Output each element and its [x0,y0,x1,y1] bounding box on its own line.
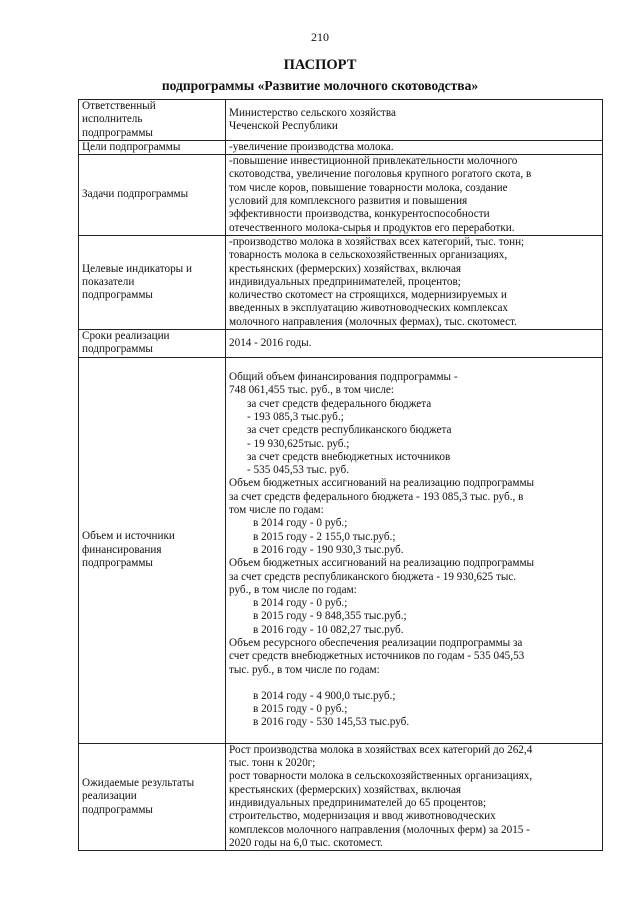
row-value-line: крестьянских (фермерских) хозяйствах, включая [229,262,462,275]
table-row [79,358,603,744]
row-value-line: в 2014 году - 4 900,0 тыс.руб.; [253,689,396,702]
row-label-cell [79,743,226,850]
row-value-line: комплексов молочного направления (молочных ферм) за 2015 - [229,823,530,836]
row-value-line: Министерство сельского хозяйства [229,106,396,119]
row-label-line: подпрограммы [82,126,153,139]
row-value-line: в 2015 году - 9 848,355 тыс.руб.; [253,610,407,623]
row-value-cell [226,330,603,358]
row-label-cell [79,155,226,236]
row-value-line: - 19 930,625тыс. руб.; [247,437,350,450]
row-value-line: условий для комплексного развития и повышения [229,195,468,208]
row-value-cell [226,743,603,850]
blank-line [229,730,599,743]
row-value-line: - 535 045,53 тыс. руб. [247,464,350,477]
row-value-line: в 2016 году - 190 930,3 тыс.руб. [253,543,404,556]
blank-line [229,677,599,690]
table-row [79,100,603,141]
row-value-cell [226,358,603,744]
row-label-cell [79,235,226,329]
row-label-line: Цели подпрограммы [82,140,181,153]
row-label-cell [79,330,226,358]
row-value-cell [226,155,603,236]
row-value-line: в 2014 году - 0 руб.; [253,597,348,610]
row-label-cell [79,140,226,154]
row-label-line: показатели [82,275,135,288]
row-value-line: Рост производства молока в хозяйствах всех категорий до 262,4 [229,743,533,756]
row-label-line: подпрограммы [82,343,153,356]
row-label-line: финансирования [82,543,162,556]
row-value-cell [226,100,603,141]
row-value-line: счет средств внебюджетных источников по годам - 535 045,53 [229,650,525,663]
document-title: ПАСПОРТ [283,57,357,73]
row-value-line: Объем ресурсного обеспечения реализации подпрограммы за [229,636,523,649]
row-value-line: крестьянских (фермерских) хозяйствах, включая [229,783,462,796]
row-value-line: индивидуальных предпринимателей, процентов; [229,275,461,288]
row-value-cell [226,235,603,329]
row-value-line: товарность молока в сельскохозяйственных организациях, [229,249,508,262]
row-value-line: строительство, модернизация и ввод животноводческих [229,810,496,823]
row-value-line: Объем бюджетных ассигнований на реализацию подпрограммы [229,557,535,570]
row-value-line: индивидуальных предпринимателей до 65 процентов; [229,796,487,809]
row-value-line: том числе коров, повышение товарности молока, создание [229,181,508,194]
row-value-line: -повышение инвестиционной привлекательности молочного [229,155,518,168]
row-value-line: 2020 годы на 6,0 тыс. скотомест. [229,836,383,849]
row-value-line: за счет средств федерального бюджета [247,397,432,410]
row-label-line: Задачи подпрограммы [82,188,189,201]
table-row [79,235,603,329]
row-value-line: молочного направления (молочных фермах), тыс. скотомест. [229,315,517,328]
row-value-line: отечественного молока-сырья и продуктов его переработки. [229,221,515,234]
row-value-line: в 2015 году - 2 155,0 тыс.руб.; [253,530,396,543]
row-value-line: количество скотомест на строящихся, модернизируемых и [229,289,507,302]
row-value-line: Чеченской Республики [229,119,338,132]
table-row [79,140,603,154]
row-label-line: Целевые индикаторы и [82,262,192,275]
row-value-line: -производство молока в хозяйствах всех категорий, тыс. тонн; [229,235,525,248]
table-row [79,743,603,850]
row-value-line: введенных в эксплуатацию животноводческих комплексах [229,302,509,315]
row-value-line: рост товарности молока в сельскохозяйственных организациях, [229,770,533,783]
table-row [79,155,603,236]
row-value-line: в 2015 году - 0 руб.; [253,703,348,716]
row-label-line: Ожидаемые результаты [82,777,195,789]
row-value-line: в 2016 году - 530 145,53 тыс.руб. [253,716,410,729]
row-label-line: Ответственный [82,100,156,112]
row-label-line: исполнитель [82,113,143,126]
blank-line [229,358,599,371]
row-value-line: за счет средств республиканского бюджета [247,424,452,437]
row-value-line: за счет средств внебюджетных источников [247,450,451,463]
row-label-line: подпрограммы [82,803,153,816]
table-row [79,330,603,358]
row-value-line: в 2014 году - 0 руб.; [253,517,348,530]
row-label-line: подпрограммы [82,557,153,570]
row-value-line: эффективности производства, конкурентоспособности [229,208,490,221]
row-value-line: том числе по годам: [229,504,324,517]
row-value-line: 748 061,455 тыс. руб., в том числе: [229,384,394,397]
row-label-line: реализации [82,790,137,803]
row-value-line: Объем бюджетных ассигнований на реализацию подпрограммы [229,477,535,490]
row-value-cell [226,140,603,154]
row-label-cell [79,100,226,141]
row-value-line: - 193 085,3 тыс.руб.; [247,410,344,423]
row-value-line: Общий объем финансирования подпрограммы - [229,371,458,384]
row-value-line: за счет средств федерального бюджета - 193 085,3 тыс. руб., в [229,490,524,503]
row-value-line: -увеличение производства молока. [229,140,394,153]
row-label-cell [79,358,226,744]
passport-table [78,99,603,851]
row-label-line: Сроки реализации [82,330,170,343]
row-value-line: 2014 - 2016 годы. [229,336,312,349]
row-value-line: в 2016 году - 10 082,27 тыс.руб. [253,623,404,636]
page-number: 210 [311,30,329,44]
document-subtitle: подпрограммы «Развитие молочного скотоводства» [161,78,479,93]
row-value-line: руб., в том числе по годам: [229,583,357,596]
row-value-line: тыс. тонн к 2020г; [229,757,316,770]
row-label-line: Объем и источники [82,530,175,543]
row-value-line: скотоводства, увеличение поголовья крупного рогатого скота, в [229,168,532,181]
row-value-line: за счет средств республиканского бюджета - 19 930,625 тыс. [229,570,517,583]
row-label-line: подпрограммы [82,289,153,302]
row-value-line: тыс. руб., в том числе по годам: [229,663,380,676]
